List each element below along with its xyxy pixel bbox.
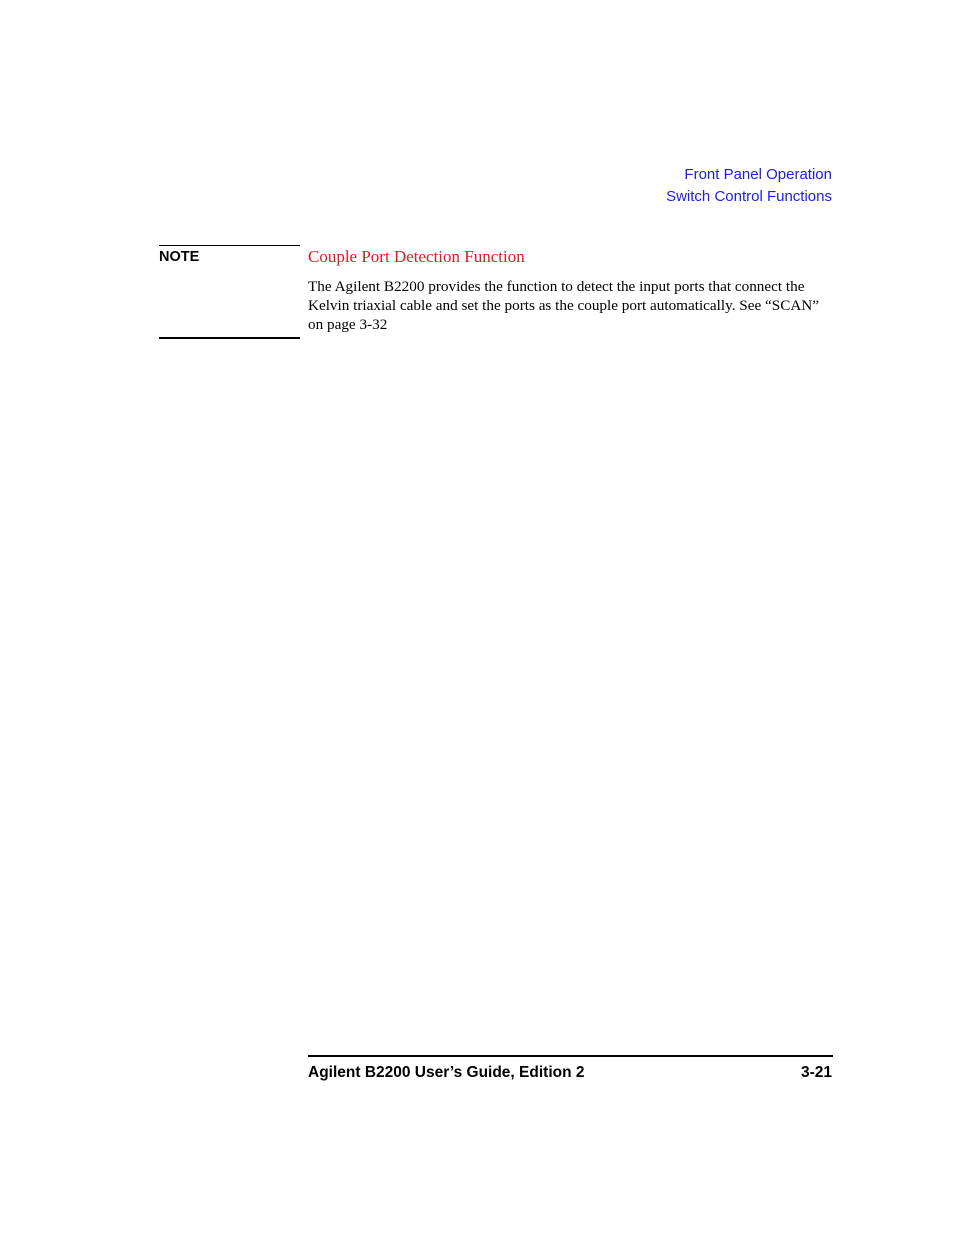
note-body-line: on page 3-32 <box>308 316 388 333</box>
header-chapter-link[interactable]: Front Panel Operation <box>684 166 832 183</box>
page-number: 3-21 <box>800 1064 832 1081</box>
note-body <box>308 277 836 334</box>
running-header <box>666 164 832 208</box>
footer-title: Agilent B2200 User’s Guide, Edition 2 <box>308 1064 585 1081</box>
note-body-line: The Agilent B2200 provides the function to detect the input ports that connect the <box>308 278 805 295</box>
footer-rule <box>308 1055 833 1057</box>
header-section-link[interactable]: Switch Control Functions <box>666 188 832 205</box>
note-body-line: Kelvin triaxial cable and set the ports as the couple port automatically. See “SCAN” <box>308 297 820 314</box>
note-label: NOTE <box>159 249 200 265</box>
note-top-rule <box>159 245 300 246</box>
note-title: Couple Port Detection Function <box>308 247 525 266</box>
note-bottom-rule <box>159 337 300 339</box>
